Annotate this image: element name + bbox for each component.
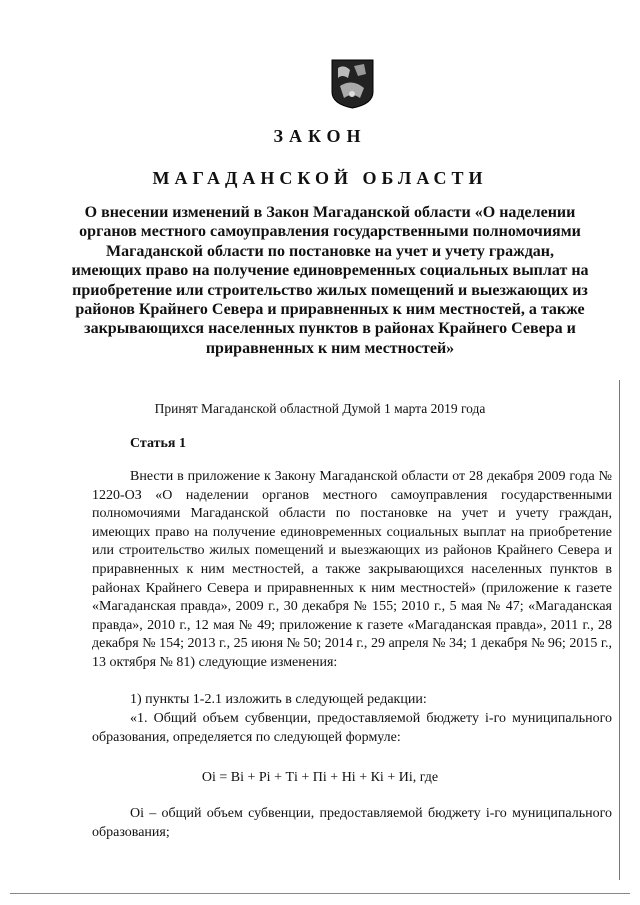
adoption-note: Принят Магаданской областной Думой 1 марта 2019 года (154, 401, 486, 416)
law-heading: О внесении изменений в Закон Магаданской области «О наделении органов местного самоуправления государственными полномочиями Магаданской области по постановке на учет и учету граждан, имеющих право на получение единовременных социальных выплат на приобретение или строительство жилых помещений и выезжающих из районов Крайнего Севера и приравненных к ним местностей, а также закрывающихся населенных пунктов в районах Крайнего Севера и приравненных к ним местностей» (71, 204, 589, 357)
coat-of-arms-icon (330, 58, 375, 110)
paragraph-definition-oi: Оi – общий объем субвенции, предоставляемой бюджету i-го муниципального образования; (92, 806, 612, 840)
region-title: МАГАДАНСКОЙ ОБЛАСТИ (152, 168, 488, 188)
page-bottom-line (10, 893, 630, 894)
formula: Оi = Вi + Рi + Тi + Пi + Нi + Кi + Иi, где (201, 770, 439, 785)
paragraph-amendments: Внести в приложение к Закону Магаданской области от 28 декабря 2009 года № 1220-ОЗ «О наделении органов местного самоуправления государственными полномочиями Магаданской области по постановке на учет и учету граждан, имеющих право на получение единовременных социальных выплат на приобретение или строительство жилых помещений и выезжающих из районов Крайнего Севера и приравненных к ним местностей, а также закрывающихся населенных пунктов в районах Крайнего Севера и приравненных к ним местностей» (приложение к газете «Магаданская правда», 2009 г., 30 декабря № 155; 2010 г., 5 мая № 47; «Магаданская правда», 2010 г., 12 мая № 49; приложение к газете «Магаданская правда», 2011 г., 28 декабря № 154; 2013 г., 25 июня № 50; 2014 г., 29 апреля № 34; 1 декабря № 96; 2015 г., 13 октября № 81) следующие изменения: (92, 469, 612, 670)
scan-edge-line (619, 380, 620, 880)
paragraph-item-1: 1) пункты 1-2.1 изложить в следующей редакции: (130, 692, 427, 707)
article-title: Статья 1 (130, 436, 186, 451)
law-title: ЗАКОН (273, 126, 367, 146)
paragraph-subvention-total: «1. Общий объем субвенции, предоставляемой бюджету i-го муниципального образования, определяется по следующей формуле: (92, 711, 612, 745)
